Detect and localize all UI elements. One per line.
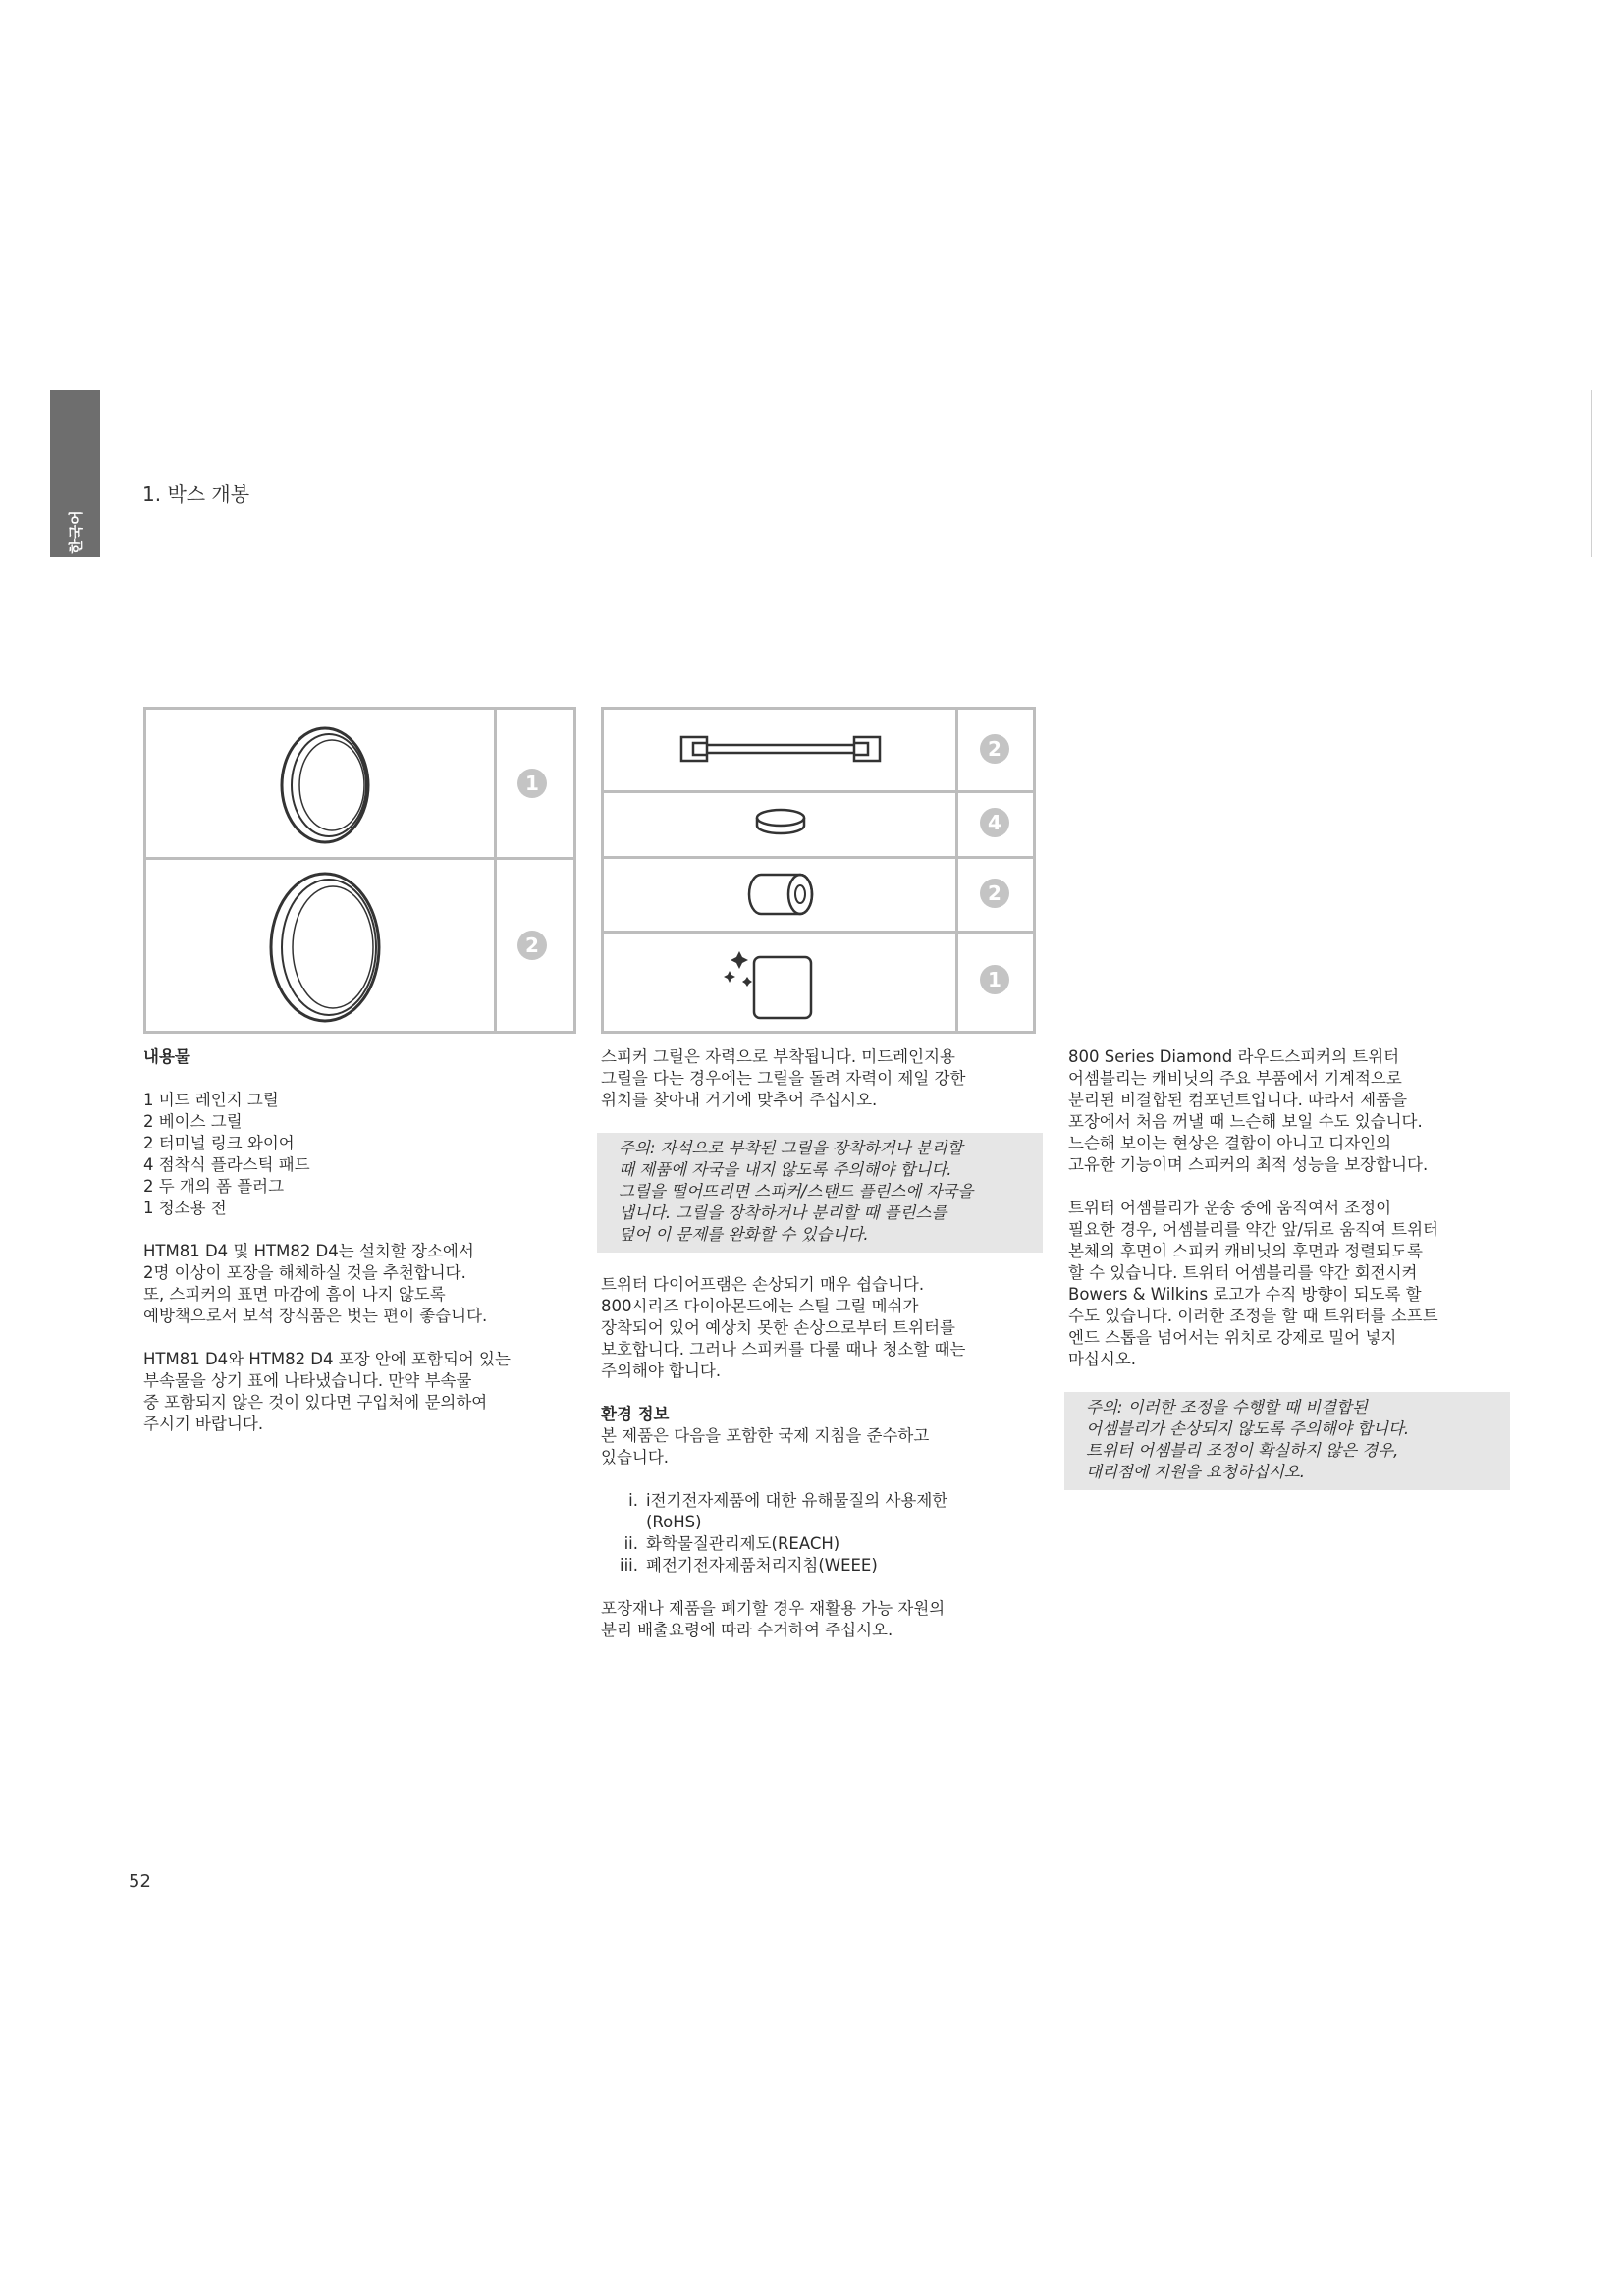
margin-rule (1591, 390, 1592, 557)
paragraph: 트위터 어셈블리가 운송 중에 움직여서 조정이 필요한 경우, 어셈블리를 약간 앞/뒤로 움직여 트위터 본체의 후면이 스피커 캐비닛의 후면과 정렬되도록 할 수 있습니다. 트위터 어셈블리를 약간 회전시켜 Bowers & Wilkins 로고가 수직 방향이 되도록 할 수도 있습니다. 이러한 조정을 할 때 트위터를 소프트 엔드 스톱을 넘어서는 위치로 강제로 밀어 넣지 마십시오. (1068, 1199, 1438, 1368)
list-item: i. i전기전자제품에 대한 유해물질의 사용제한 (RoHS) (628, 1491, 948, 1531)
directives-list (601, 1490, 1043, 1576)
language-tab-label: 한국어 (67, 509, 84, 554)
page-number: 52 (129, 1871, 151, 1892)
paragraph: HTM81 D4 및 HTM82 D4는 설치할 장소에서 2명 이상이 포장을 해체하실 것을 추천합니다. 또, 스피커의 표면 마감에 흠이 나지 않도록 예방책으로서 보석 장식품은 벗는 편이 좋습니다. (143, 1242, 488, 1325)
paragraph: 본 제품은 다음을 포함한 국제 지침을 준수하고 있습니다. (601, 1426, 930, 1467)
paragraph: 포장재나 제품을 폐기할 경우 재활용 가능 자원의 분리 배출요령에 따라 수거하여 주십시오. (601, 1599, 946, 1639)
cleaning-cloth-icon (720, 937, 818, 1026)
list-item: 4 점착식 플라스틱 패드 (143, 1155, 310, 1174)
midrange-grille-icon (274, 721, 382, 849)
paragraph: 스피커 그릴은 자력으로 부착됩니다. 미드레인지용 그릴을 다는 경우에는 그릴을 돌려 자력이 제일 강한 위치를 찾아내 거기에 맞추어 주십시오. (601, 1047, 966, 1109)
quantity-badge: 2 (980, 879, 1009, 908)
quantity-badge: 2 (517, 931, 547, 960)
list-item: 1 청소용 천 (143, 1199, 227, 1217)
contents-heading: 내용물 (143, 1047, 190, 1066)
list-item: 2 베이스 그릴 (143, 1112, 243, 1131)
list-item: iii. 폐전기전자제품처리지침(WEEE) (620, 1556, 878, 1575)
list-item: ii. 화학물질관리제도(REACH) (623, 1534, 840, 1553)
section-title: 1. 박스 개봉 (142, 482, 250, 506)
quantity-badge: 1 (517, 769, 547, 798)
foam-plug-icon (741, 865, 820, 924)
paragraph: HTM81 D4와 HTM82 D4 포장 안에 포함되어 있는 부속물을 상기 표에 나타냈습니다. 만약 부속물 중 포함되지 않은 것이 있다면 구입처에 문의하여 주시기 바랍니다. (143, 1350, 511, 1433)
terminal-link-wire-icon (677, 731, 884, 767)
contents-list (143, 1090, 575, 1219)
bass-grille-icon (262, 867, 395, 1029)
language-tab (50, 390, 100, 557)
list-item: 1 미드 레인지 그릴 (143, 1091, 279, 1109)
paragraph: 트위터 다이어프램은 손상되기 매우 쉽습니다. 800시리즈 다이아몬드에는 스틸 그릴 메쉬가 장착되어 있어 예상치 못한 손상으로부터 트위터를 보호합니다. 그러나 스피커를 다룰 때나 청소할 때는 주의해야 합니다. (601, 1275, 966, 1380)
quantity-badge: 1 (980, 965, 1009, 994)
caution-note: 주의: 자석으로 부착된 그릴을 장착하거나 분리할 때 제품에 자국을 내지 않도록 주의해야 합니다. 그릴을 떨어뜨리면 스피커/스탠드 플린스에 자국을 냅니다. 그릴을 장착하거나 분리할 때 플린스를 덮어 이 문제를 완화할 수 있습니다. (597, 1133, 1043, 1253)
column-3 (1068, 1046, 1510, 1512)
quantity-badge: 2 (980, 734, 1009, 764)
list-item: 2 터미널 링크 와이어 (143, 1134, 295, 1152)
adhesive-pad-icon (751, 806, 810, 839)
caution-note: 주의: 이러한 조정을 수행할 때 비결합된 어셈블리가 손상되지 않도록 주의해야 합니다. 트위터 어셈블리 조정이 확실하지 않은 경우, 대리점에 지원을 요청하십시오. (1064, 1392, 1510, 1490)
paragraph: 800 Series Diamond 라우드스피커의 트위터 어셈블리는 캐비닛의 주요 부품에서 기계적으로 분리된 비결합된 컴포넌트입니다. 따라서 제품을 포장에서 처음 꺼낼 때 느슨해 보일 수도 있습니다. 느슨해 보이는 현상은 결함이 아니고 디자인의 고유한 기능이며 스피커의 최적 성능을 보장합니다. (1068, 1047, 1429, 1174)
grille-figure (143, 707, 576, 1034)
list-item: 2 두 개의 폼 플러그 (143, 1177, 285, 1196)
environment-heading: 환경 정보 (601, 1405, 670, 1423)
column-2 (601, 1046, 1043, 1663)
column-1 (143, 1046, 575, 1457)
quantity-badge: 4 (980, 808, 1009, 837)
accessories-figure (601, 707, 1036, 1034)
